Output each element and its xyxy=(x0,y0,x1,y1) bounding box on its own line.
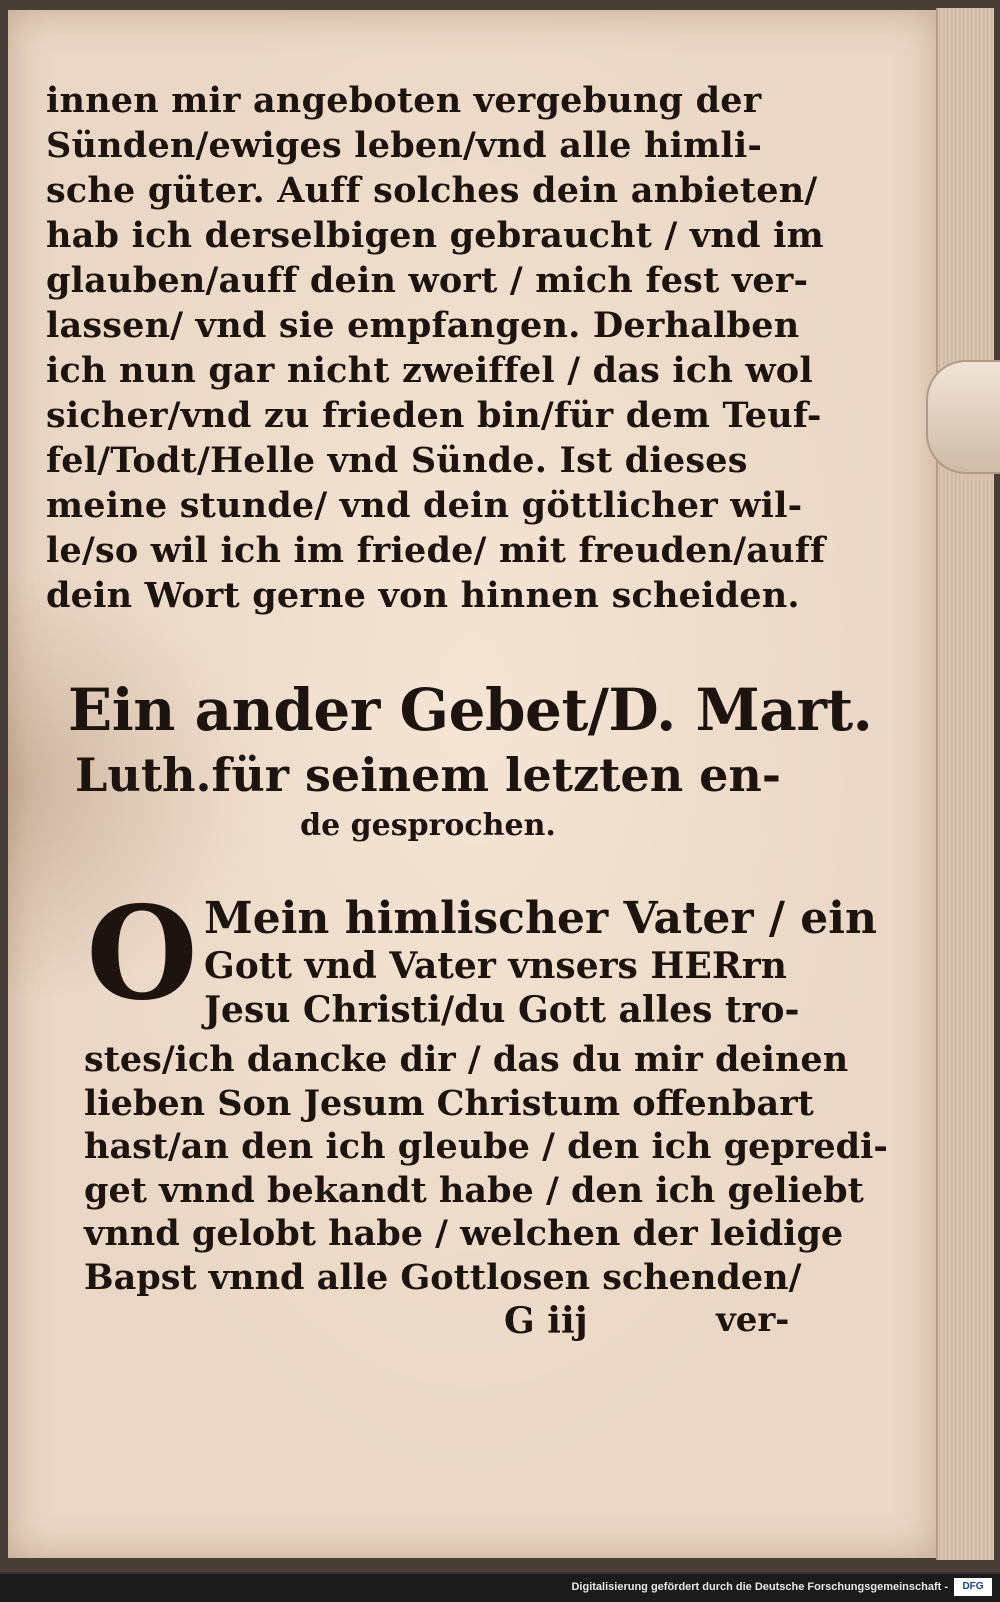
text-line: meine stunde/ vnd dein göttlicher wil- xyxy=(46,485,803,526)
text-line: Sünden/ewiges leben/vnd alle himli- xyxy=(46,125,763,166)
text-line: stes/ich dancke dir / das du mir deinen xyxy=(84,1039,849,1080)
text-line: Mein himlischer Vater / ein xyxy=(204,893,877,944)
text-line: lassen/ vnd sie empfangen. Derhalben xyxy=(46,305,800,346)
text-line: innen mir angeboten vergebung der xyxy=(46,80,762,121)
prayer-body xyxy=(84,1038,888,1299)
signature-mark: G iij xyxy=(504,1300,588,1342)
text-line: Bapst vnnd alle Gottlosen schenden/ xyxy=(84,1256,802,1298)
page-edges xyxy=(936,8,994,1560)
text-line: le/so wil ich im friede/ mit freuden/auff xyxy=(46,530,826,571)
text-line: Gott vnd Vater vnsers HERrn xyxy=(204,945,787,987)
book-page xyxy=(8,10,938,1558)
dfg-logo-icon: DFG xyxy=(954,1578,992,1596)
text-line: fel/Todt/Helle vnd Sünde. Ist dieses xyxy=(46,440,748,481)
text-line: ich nun gar nicht zweiffel / das ich wol xyxy=(46,350,813,391)
text-line: Jesu Christi/du Gott alles tro- xyxy=(204,989,800,1031)
text-line: lieben Son Jesum Christum offenbart xyxy=(84,1082,814,1124)
catchword: ver- xyxy=(716,1300,790,1340)
text-line: dein Wort gerne von hinnen scheiden. xyxy=(46,575,800,616)
prayer-heading xyxy=(68,674,873,848)
text-line: glauben/auff dein wort / mich fest ver- xyxy=(46,260,809,301)
decorated-initial: O xyxy=(86,879,198,1029)
text-line: sicher/vnd zu frieden bin/für dem Teuf- xyxy=(46,395,822,436)
heading-line-3: de gesprochen. xyxy=(300,808,556,843)
text-line: sche güter. Auff solches dein anbieten/ xyxy=(46,170,818,211)
heading-line-1: Ein ander Gebet/D. Mart. xyxy=(68,676,873,744)
prayer-opening xyxy=(204,893,877,1032)
text-line: hast/an den ich gleube / den ich gepredi- xyxy=(84,1126,888,1167)
text-line: hab ich derselbigen gebraucht / vnd im xyxy=(46,215,824,256)
funding-credit: Digitalisierung gefördert durch die Deutsche Forschungsgemeinschaft - xyxy=(571,1581,948,1593)
text-line: get vnnd bekandt habe / den ich geliebt xyxy=(84,1169,864,1211)
text-line: vnnd gelobt habe / welchen der leidige xyxy=(84,1213,844,1254)
page-clip xyxy=(926,360,1000,474)
heading-line-2: Luth.für seinem letzten en- xyxy=(75,748,781,802)
body-text xyxy=(46,78,826,618)
